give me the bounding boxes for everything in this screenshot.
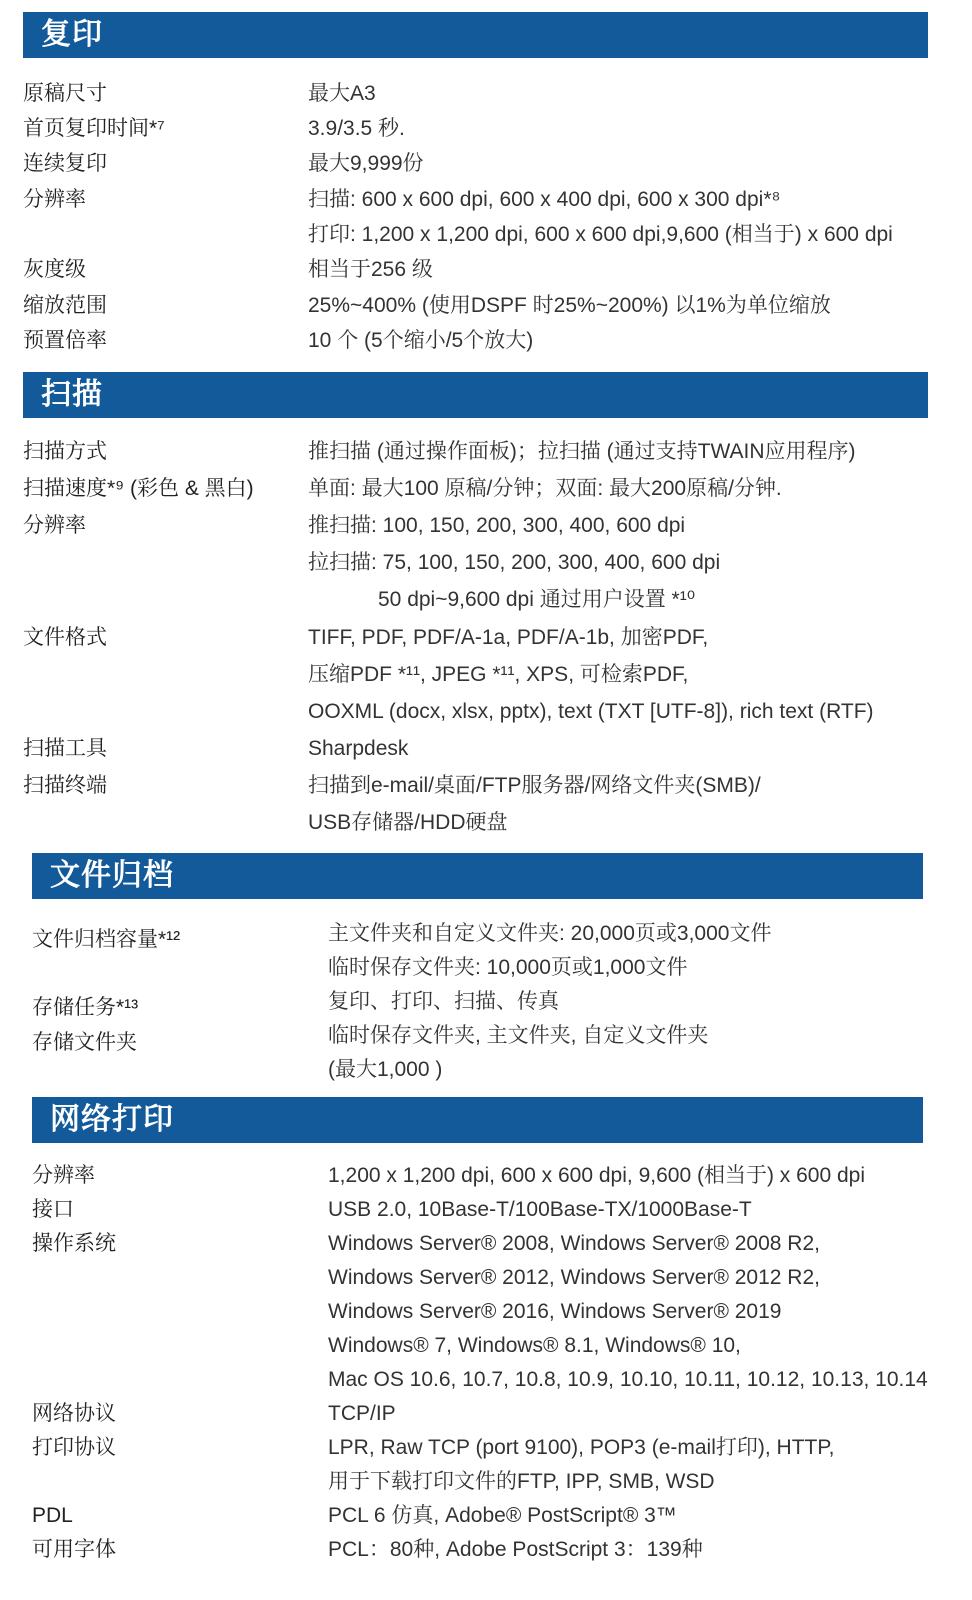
- spec-label: 扫描终端: [23, 774, 107, 797]
- spec-value: 压缩PDF *¹¹, JPEG *¹¹, XPS, 可检索PDF,: [308, 663, 689, 686]
- spec-label: 分辨率: [23, 188, 86, 211]
- spec-value: Windows® 7, Windows® 8.1, Windows® 10,: [328, 1334, 741, 1357]
- spec-label: 灰度级: [23, 258, 86, 281]
- spec-label: 可用字体: [32, 1538, 116, 1561]
- section-header-copy: 复印: [23, 12, 928, 58]
- spec-value: 单面: 最大100 原稿/分钟；双面: 最大200原稿/分钟.: [308, 477, 782, 500]
- spec-value: 10 个 (5个缩小/5个放大): [308, 329, 534, 352]
- spec-label: 存储文件夹: [32, 1031, 137, 1054]
- spec-value: 最大A3: [308, 82, 376, 105]
- spec-value: 推扫描: 100, 150, 200, 300, 400, 600 dpi: [308, 514, 686, 537]
- spec-label: 打印协议: [32, 1436, 116, 1459]
- section-header-network: 网络打印: [32, 1097, 923, 1143]
- spec-label: 原稿尺寸: [23, 82, 107, 105]
- spec-label: 文件归档容量*¹²: [32, 928, 181, 951]
- spec-label: PDL: [32, 1504, 73, 1527]
- spec-value: 1,200 x 1,200 dpi, 600 x 600 dpi, 9,600 (相当于) x 600 dpi: [328, 1164, 866, 1187]
- spec-label: 缩放范围: [23, 294, 107, 317]
- spec-label: 分辨率: [23, 514, 86, 537]
- spec-value: 临时保存文件夹, 主文件夹, 自定义文件夹: [328, 1024, 709, 1047]
- spec-value: 50 dpi~9,600 dpi 通过用户设置 *¹⁰: [378, 588, 696, 611]
- spec-value: 25%~400% (使用DSPF 时25%~200%) 以1%为单位缩放: [308, 294, 831, 317]
- spec-value: OOXML (docx, xlsx, pptx), text (TXT [UTF-8]), rich text (RTF): [308, 700, 874, 723]
- spec-value: 拉扫描: 75, 100, 150, 200, 300, 400, 600 dpi: [308, 551, 721, 574]
- spec-value: 扫描到e-mail/桌面/FTP服务器/网络文件夹(SMB)/: [308, 774, 761, 797]
- spec-label: 预置倍率: [23, 329, 107, 352]
- spec-value: 用于下载打印文件的FTP, IPP, SMB, WSD: [328, 1470, 715, 1493]
- spec-value: LPR, Raw TCP (port 9100), POP3 (e-mail打印), HTTP,: [328, 1436, 835, 1459]
- section-header-filing: 文件归档: [32, 853, 923, 899]
- spec-label: 分辨率: [32, 1164, 95, 1187]
- spec-label: 首页复印时间*⁷: [23, 117, 165, 140]
- spec-value: 临时保存文件夹: 10,000页或1,000文件: [328, 956, 688, 979]
- spec-label: 扫描工具: [23, 737, 107, 760]
- spec-value: USB 2.0, 10Base-T/100Base-TX/1000Base-T: [328, 1198, 752, 1221]
- spec-label: 扫描速度*⁹ (彩色 & 黑白): [23, 477, 254, 500]
- spec-value: 3.9/3.5 秒.: [308, 117, 405, 140]
- spec-value: Windows Server® 2016, Windows Server® 2019: [328, 1300, 782, 1323]
- spec-value: Windows Server® 2008, Windows Server® 2008 R2,: [328, 1232, 820, 1255]
- spec-label: 操作系统: [32, 1232, 116, 1255]
- spec-value: 最大9,999份: [308, 152, 424, 175]
- spec-label: 文件格式: [23, 626, 107, 649]
- spec-label: 存储任务*¹³: [32, 996, 139, 1019]
- spec-value: 扫描: 600 x 600 dpi, 600 x 400 dpi, 600 x 300 dpi*⁸: [308, 188, 781, 211]
- spec-value: Mac OS 10.6, 10.7, 10.8, 10.9, 10.10, 10.11, 10.12, 10.13, 10.14: [328, 1368, 928, 1391]
- spec-label: 扫描方式: [23, 440, 107, 463]
- spec-value: USB存储器/HDD硬盘: [308, 811, 508, 834]
- spec-value: (最大1,000 ): [328, 1058, 443, 1081]
- spec-value: 主文件夹和自定义文件夹: 20,000页或3,000文件: [328, 922, 772, 945]
- section-header-scan: 扫描: [23, 372, 928, 418]
- spec-label: 接口: [32, 1198, 74, 1221]
- spec-value: TIFF, PDF, PDF/A-1a, PDF/A-1b, 加密PDF,: [308, 626, 709, 649]
- spec-value: Windows Server® 2012, Windows Server® 2012 R2,: [328, 1266, 820, 1289]
- spec-value: TCP/IP: [328, 1402, 396, 1425]
- spec-value: 打印: 1,200 x 1,200 dpi, 600 x 600 dpi,9,600 (相当于) x 600 dpi: [308, 223, 893, 246]
- spec-value: 相当于256 级: [308, 258, 433, 281]
- spec-value: PCL：80种, Adobe PostScript 3：139种: [328, 1538, 703, 1561]
- spec-label: 网络协议: [32, 1402, 116, 1425]
- spec-value: 复印、打印、扫描、传真: [328, 990, 559, 1013]
- spec-value: 推扫描 (通过操作面板)；拉扫描 (通过支持TWAIN应用程序): [308, 440, 856, 463]
- spec-value: Sharpdesk: [308, 737, 409, 760]
- spec-value: PCL 6 仿真, Adobe® PostScript® 3™: [328, 1504, 677, 1527]
- spec-label: 连续复印: [23, 152, 107, 175]
